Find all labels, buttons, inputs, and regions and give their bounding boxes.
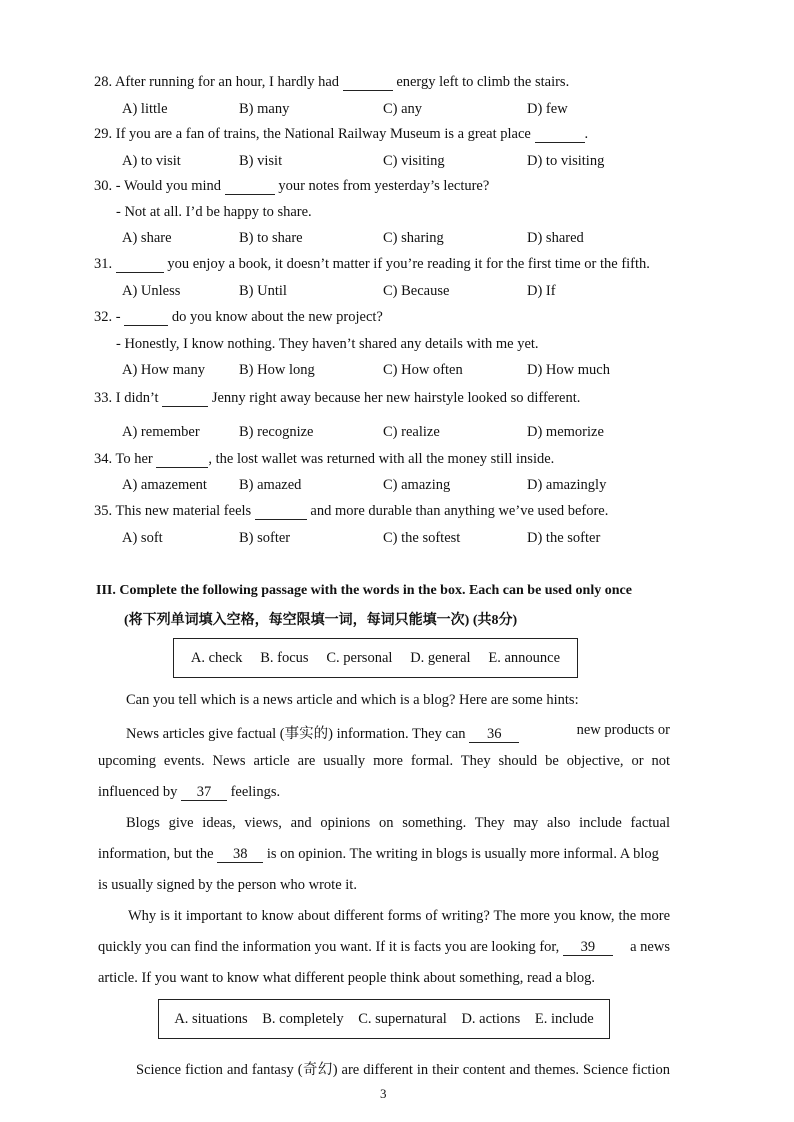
section-heading-cn: (将下列单词填入空格，每空限填一词，每词只能填一次) (共8分) (124, 613, 518, 628)
paragraph-1-line-1: News articles give factual (事实的) information. They can 36 new products or (126, 722, 670, 742)
option-d: D) to visiting (527, 153, 605, 169)
option-d: D) shared (527, 230, 584, 246)
answer-blank-36[interactable]: 36 (469, 726, 519, 743)
option-a: A) to visit (122, 153, 181, 169)
option-b: B) Until (239, 283, 287, 299)
option-d: D) memorize (527, 424, 604, 440)
question-29-stem: 29. If you are a fan of trains, the National Railway Museum is a great place . (94, 126, 589, 142)
option-c: C) the softest (383, 530, 461, 546)
option-c: C) any (383, 101, 423, 117)
option-b: B) many (239, 101, 290, 117)
option-a: A) Unless (122, 283, 181, 299)
option-d: D) How much (527, 362, 610, 378)
paragraph-2-line-1: Blogs give ideas, views, and opinions on something. They may also include factual (126, 815, 670, 831)
answer-blank[interactable] (162, 390, 208, 407)
question-30-reply: - Not at all. I’d be happy to share. (116, 204, 312, 220)
question-31-stem: 31. you enjoy a book, it doesn’t matter if you’re reading it for the first time or the fifth. (94, 256, 650, 272)
question-34-stem: 34. To her , the lost wallet was returned with all the money still inside. (94, 451, 555, 467)
question-32-reply: - Honestly, I know nothing. They haven’t shared any details with me yet. (116, 336, 539, 352)
option-a: A) share (122, 230, 172, 246)
page-number: 3 (380, 1086, 387, 1101)
word-option: C. personal (326, 649, 393, 666)
option-b: B) to share (239, 230, 303, 246)
question-33-stem: 33. I didn’t Jenny right away because her new hairstyle looked so different. (94, 390, 581, 406)
word-option: D. general (410, 649, 471, 666)
paragraph-3-line-3: article. If you want to know what different people think about something, read a blog. (98, 970, 596, 986)
passage-2-line-1: Science fiction and fantasy (奇幻) are different in their content and themes. Science fiction (136, 1062, 670, 1078)
answer-blank[interactable] (255, 503, 307, 520)
answer-blank-39[interactable]: 39 (563, 939, 613, 956)
option-c: C) realize (383, 424, 440, 440)
word-option: B. completely (262, 1010, 344, 1027)
option-a: A) How many (122, 362, 205, 378)
word-option: A. situations (174, 1010, 248, 1027)
answer-blank[interactable] (343, 74, 393, 91)
paragraph-3-line-2: quickly you can find the information you want. If it is facts you are looking for, 39 a news (98, 939, 670, 955)
option-b: B) visit (239, 153, 283, 169)
paragraph-2-line-2: information, but the 38 is on opinion. The writing in blogs is usually more informal. A blog (98, 846, 659, 862)
paragraph-1-line-2: upcoming events. News article are usually more formal. They should be objective, or not (98, 753, 670, 769)
answer-blank[interactable] (535, 126, 585, 143)
option-c: C) visiting (383, 153, 445, 169)
answer-blank[interactable] (156, 451, 208, 468)
word-option: E. include (534, 1010, 594, 1027)
option-c: C) amazing (383, 477, 451, 493)
question-35-stem: 35. This new material feels and more durable than anything we’ve used before. (94, 503, 609, 519)
word-box (173, 638, 578, 678)
option-d: D) If (527, 283, 556, 299)
word-option: D. actions (461, 1010, 521, 1027)
option-a: A) little (122, 101, 168, 117)
word-option: B. focus (260, 649, 309, 666)
answer-blank[interactable] (116, 256, 164, 273)
option-c: C) sharing (383, 230, 444, 246)
option-c: C) How often (383, 362, 463, 378)
question-30-stem: 30. - Would you mind your notes from yesterday’s lecture? (94, 178, 490, 194)
question-32-stem: 32. - do you know about the new project? (94, 309, 383, 325)
option-d: D) the softer (527, 530, 601, 546)
answer-blank-38[interactable]: 38 (217, 846, 263, 863)
word-option: E. announce (488, 649, 561, 666)
word-box-2 (158, 999, 610, 1039)
word-option: C. supernatural (358, 1010, 447, 1027)
option-a: A) amazement (122, 477, 207, 493)
answer-blank[interactable] (225, 178, 275, 195)
option-a: A) remember (122, 424, 200, 440)
paragraph-2-line-3: is usually signed by the person who wrote it. (98, 877, 357, 893)
option-b: B) recognize (239, 424, 314, 440)
section-heading: III. Complete the following passage with the words in the box. Each can be used only once (96, 583, 632, 598)
paragraph-1-line-3: influenced by 37 feelings. (98, 784, 281, 800)
option-b: B) How long (239, 362, 315, 378)
option-c: C) Because (383, 283, 450, 299)
option-b: B) amazed (239, 477, 302, 493)
question-28-stem: 28. After running for an hour, I hardly had energy left to climb the stairs. (94, 74, 570, 90)
option-b: B) softer (239, 530, 291, 546)
option-d: D) amazingly (527, 477, 607, 493)
option-d: D) few (527, 101, 568, 117)
word-option: A. check (190, 649, 243, 666)
paragraph-3-line-1: Why is it important to know about different forms of writing? The more you know, the more (128, 908, 670, 924)
answer-blank[interactable] (124, 309, 168, 326)
option-a: A) soft (122, 530, 163, 546)
passage-intro: Can you tell which is a news article and which is a blog? Here are some hints: (126, 692, 579, 708)
answer-blank-37[interactable]: 37 (181, 784, 227, 801)
